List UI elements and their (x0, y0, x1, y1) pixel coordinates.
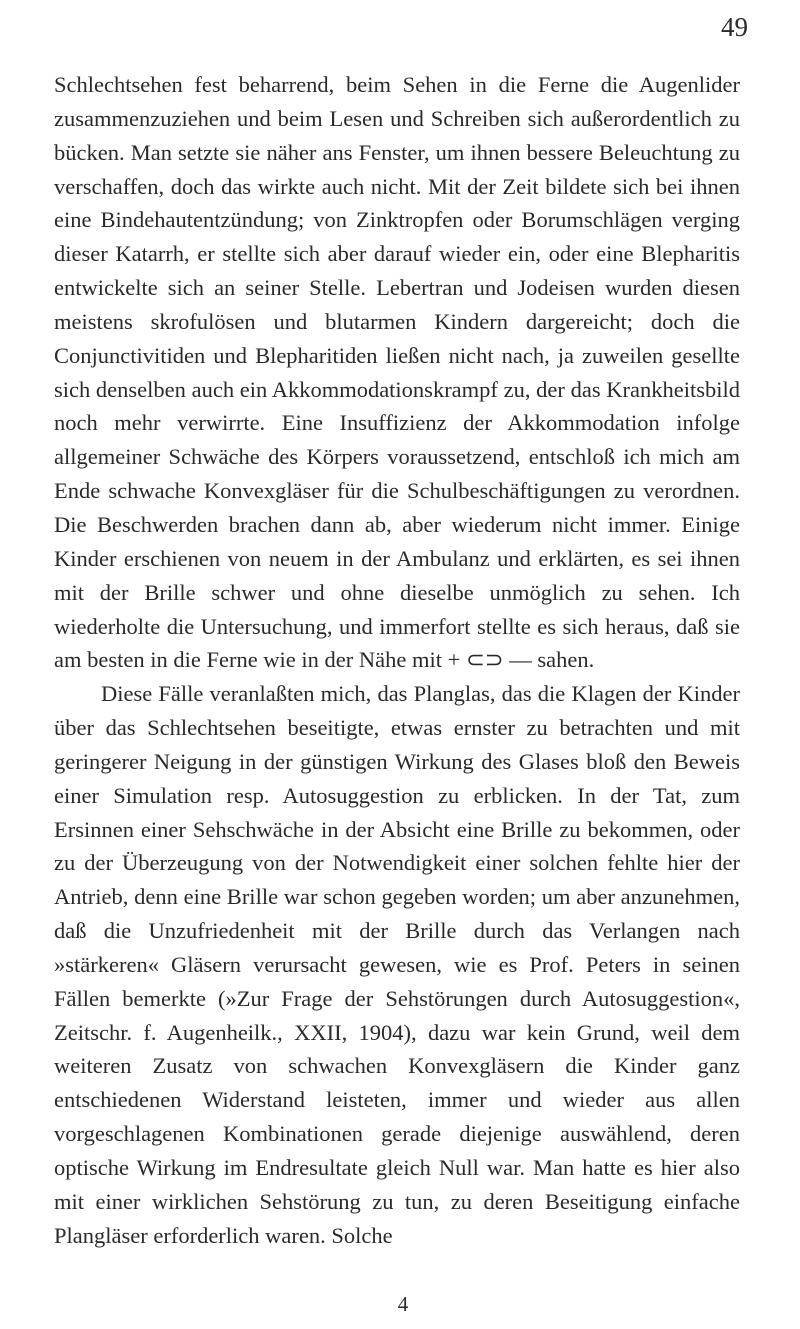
paragraph: Schlechtsehen fest beharrend, beim Sehen in die Ferne die Augenlider zusammenzuziehen und beim Lesen und Schreiben sich außerordentlich zu bücken. Man setzte sie näher ans Fenster, um ihnen bessere Beleuchtung zu verschaffen, doch das wirkte auch nicht. Mit der Zeit bildete sich bei ihnen eine Bindehautentzündung; von Zinktropfen oder Borumschlägen verging dieser Katarrh, er stellte sich aber darauf wieder ein, oder eine Blepharitis entwickelte sich an seiner Stelle. Lebertran und Jodeisen wurden diesen meistens skrofulösen und blutarmen Kindern dargereicht; doch die Conjunctivitiden und Blepharitiden ließen nicht nach, ja zuweilen gesellte sich denselben auch ein Akkommodationskrampf zu, der das Krankheitsbild noch mehr verwirrte. Eine Insuffizienz der Akkommodation infolge allgemeiner Schwäche des Körpers voraussetzend, entschloß ich mich am Ende schwache Konvexgläser für die Schulbeschäftigungen zu verordnen. Die Beschwerden brachen dann ab, aber wiederum nicht immer. Einige Kinder erschienen von neuem in der Ambulanz und erklärten, es sei ihnen mit der Brille schwer und ohne dieselbe unmöglich zu sehen. Ich wiederholte die Untersuchung, und immerfort stellte es sich heraus, daß sie am besten in die Ferne wie in der Nähe mit + ⊂⊃ — sahen. (54, 72, 740, 673)
signature-mark: 4 (397, 1292, 409, 1316)
paragraph: Diese Fälle veranlaßten mich, das Planglas, das die Klagen der Kinder über das Schlechtsehen beseitigte, etwas ernster zu betrachten und mit geringerer Neigung in der günstigen Wirkung des Glases bloß den Beweis einer Simulation resp. Autosuggestion zu erblicken. In der Tat, zum Ersinnen einer Sehschwäche in der Absicht eine Brille zu bekommen, oder zu der Überzeugung von der Notwendigkeit einer solchen fehlte hier der Antrieb, denn eine Brille war schon gegeben worden; um aber anzunehmen, daß die Unzufriedenheit mit der Brille durch das Verlangen nach »stärkeren« Gläsern verursacht gewesen, wie es Prof. Peters in seinen Fällen bemerkte (»Zur Frage der Sehstörungen durch Autosuggestion«, Zeitschr. f. Augenheilk., XXII, 1904), dazu war kein Grund, weil dem weiteren Zusatz von schwachen Konvexgläsern die Kinder ganz entschiedenen Widerstand leisteten, immer und wieder aus allen vorgeschlagenen Kombinationen gerade diejenige auswählend, deren optische Wirkung im Endresultate gleich Null war. Man hatte es hier also mit einer wirklichen Sehstörung zu tun, zu deren Beseitigung einfache Plangläser erforderlich waren. Solche (54, 681, 740, 1248)
page-number: 49 (721, 12, 748, 42)
printer-signature (0, 1292, 800, 1317)
body-text (54, 68, 740, 1253)
